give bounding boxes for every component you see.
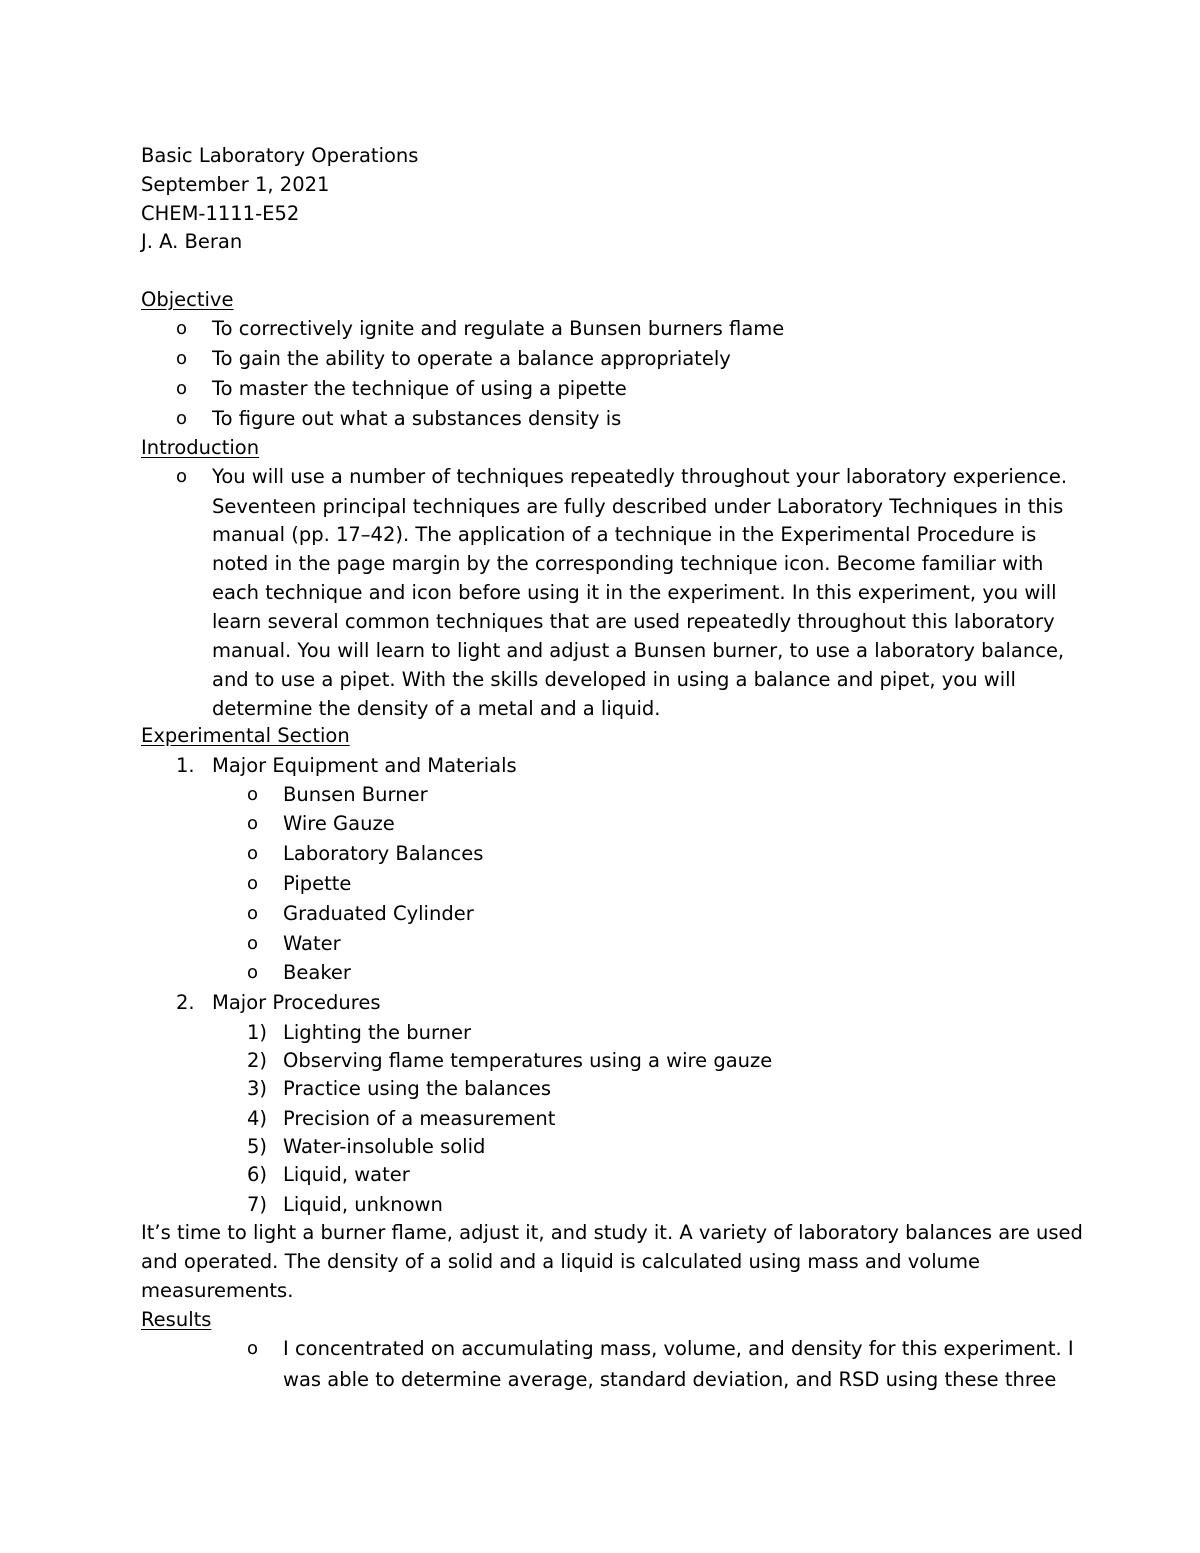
procedure-item: Water-insoluble solid <box>283 1135 486 1158</box>
procedure-item: Precision of a measurement <box>283 1107 556 1130</box>
equipment-item: Water <box>283 932 341 955</box>
objective-item: To figure out what a substances density is <box>212 407 622 430</box>
equipment-item: Pipette <box>283 872 352 895</box>
procedure-item: Liquid, water <box>283 1163 410 1186</box>
equipment-item: Laboratory Balances <box>283 842 484 865</box>
introduction-line: noted in the page margin by the corresponding technique icon. Become familiar with <box>212 552 1044 575</box>
experimental-heading: Experimental Section <box>141 724 350 747</box>
document-title: Basic Laboratory Operations <box>141 144 419 167</box>
bullet-icon: o <box>247 1338 259 1359</box>
document-date: September 1, 2021 <box>141 173 330 196</box>
objective-item: To master the technique of using a pipette <box>212 377 627 400</box>
bullet-icon: o <box>247 933 259 954</box>
summary-line: measurements. <box>141 1279 294 1302</box>
results-line: I concentrated on accumulating mass, volume, and density for this experiment. I <box>283 1337 1074 1360</box>
introduction-line: manual. You will learn to light and adjust a Bunsen burner, to use a laboratory balance, <box>212 639 1065 662</box>
author-name: J. A. Beran <box>141 230 243 253</box>
introduction-line: learn several common techniques that are used repeatedly throughout this laboratory <box>212 610 1055 633</box>
results-line: was able to determine average, standard deviation, and RSD using these three <box>283 1368 1057 1391</box>
procedures-number: 2. <box>176 991 195 1014</box>
objective-item: To gain the ability to operate a balance appropriately <box>212 347 731 370</box>
bullet-icon: o <box>176 318 188 339</box>
summary-line: It’s time to light a burner flame, adjust it, and study it. A variety of laboratory balances are used <box>141 1221 1083 1244</box>
bullet-icon: o <box>176 378 188 399</box>
introduction-line: Seventeen principal techniques are fully described under Laboratory Techniques in this <box>212 495 1064 518</box>
procedure-number: 1) <box>247 1021 268 1044</box>
procedure-number: 3) <box>247 1077 268 1100</box>
bullet-icon: o <box>247 784 259 805</box>
bullet-icon: o <box>176 348 188 369</box>
procedure-number: 7) <box>247 1193 268 1216</box>
results-heading: Results <box>141 1308 212 1331</box>
equipment-title: Major Equipment and Materials <box>212 754 517 777</box>
course-code: CHEM-1111-E52 <box>141 202 300 225</box>
procedure-item: Lighting the burner <box>283 1021 472 1044</box>
introduction-heading: Introduction <box>141 436 260 459</box>
bullet-icon: o <box>247 843 259 864</box>
bullet-icon: o <box>247 903 259 924</box>
equipment-item: Beaker <box>283 961 351 984</box>
introduction-line: and to use a pipet. With the skills developed in using a balance and pipet, you will <box>212 668 1016 691</box>
procedure-number: 4) <box>247 1107 268 1130</box>
procedure-item: Observing flame temperatures using a wire gauze <box>283 1049 773 1072</box>
introduction-line: You will use a number of techniques repeatedly throughout your laboratory experience. <box>212 465 1068 488</box>
bullet-icon: o <box>176 408 188 429</box>
procedures-title: Major Procedures <box>212 991 381 1014</box>
introduction-line: determine the density of a metal and a liquid. <box>212 697 661 720</box>
introduction-line: manual (pp. 17–42). The application of a technique in the Experimental Procedure is <box>212 523 1037 546</box>
equipment-number: 1. <box>176 754 195 777</box>
introduction-line: each technique and icon before using it in the experiment. In this experiment, you will <box>212 581 1057 604</box>
objective-heading: Objective <box>141 288 234 311</box>
procedure-number: 6) <box>247 1163 268 1186</box>
equipment-item: Bunsen Burner <box>283 783 428 806</box>
procedure-item: Liquid, unknown <box>283 1193 443 1216</box>
procedure-number: 2) <box>247 1049 268 1072</box>
objective-item: To correctively ignite and regulate a Bunsen burners flame <box>212 317 785 340</box>
equipment-item: Wire Gauze <box>283 812 395 835</box>
procedure-item: Practice using the balances <box>283 1077 552 1100</box>
equipment-item: Graduated Cylinder <box>283 902 474 925</box>
bullet-icon: o <box>247 813 259 834</box>
bullet-icon: o <box>176 466 188 487</box>
summary-line: and operated. The density of a solid and a liquid is calculated using mass and volume <box>141 1250 980 1273</box>
procedure-number: 5) <box>247 1135 268 1158</box>
bullet-icon: o <box>247 873 259 894</box>
bullet-icon: o <box>247 962 259 983</box>
